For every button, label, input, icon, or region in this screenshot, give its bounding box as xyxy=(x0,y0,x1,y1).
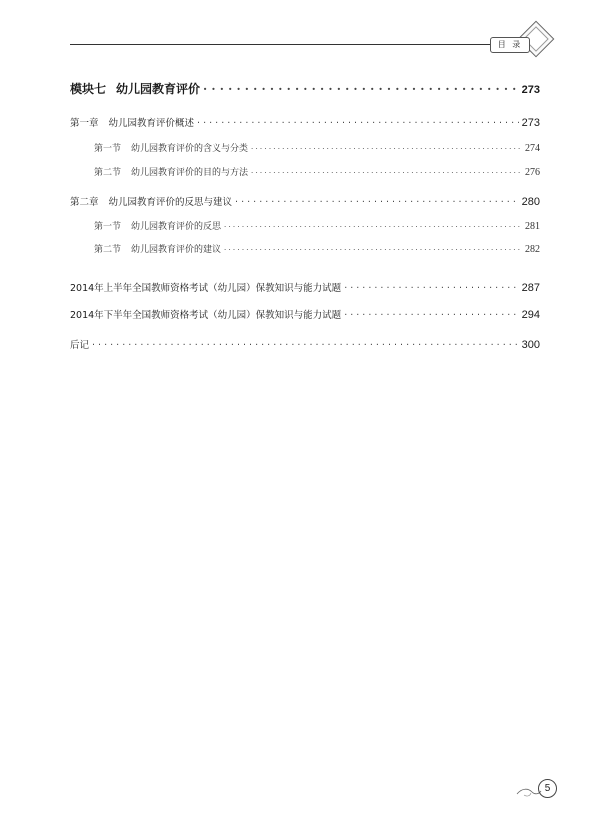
section-name: 幼儿园教育评价的建议 xyxy=(131,245,222,255)
page-ref: 274 xyxy=(525,143,540,154)
toc-chapter-1[interactable] xyxy=(70,115,540,129)
toc-exam-2014-second-half[interactable] xyxy=(70,307,540,321)
chapter-name: 幼儿园教育评价概述 xyxy=(108,118,195,129)
dot-leader xyxy=(251,145,522,153)
dot-leader xyxy=(235,197,519,208)
chapter-number: 第二章 xyxy=(70,197,99,208)
section-name: 幼儿园教育评价的含义与分类 xyxy=(131,144,249,154)
section-name: 幼儿园教育评价的反思 xyxy=(131,222,222,232)
section-number: 第一节 xyxy=(94,144,122,154)
page-ref: 273 xyxy=(521,84,540,96)
header-tab: 目 录 xyxy=(490,37,530,53)
module-number: 模块七 xyxy=(70,82,107,96)
afterword-title: 后记 xyxy=(70,340,90,351)
section-title xyxy=(94,141,248,154)
toc-afterword[interactable] xyxy=(70,337,540,351)
chapter-name: 幼儿园教育评价的反思与建议 xyxy=(108,197,233,208)
dot-leader xyxy=(197,118,519,129)
exam-title: 2014年上半年全国教师资格考试（幼儿园）保教知识与能力试题 xyxy=(70,283,342,294)
toc-section-2-2[interactable] xyxy=(94,242,540,255)
dot-leader xyxy=(251,169,522,177)
toc-module-7[interactable] xyxy=(70,80,540,97)
chapter-title xyxy=(70,194,232,208)
toc-section-1-1[interactable] xyxy=(94,141,540,154)
dot-leader xyxy=(344,310,518,321)
chapter-number: 第一章 xyxy=(70,118,99,129)
module-name: 幼儿园教育评价 xyxy=(116,82,201,96)
section-title xyxy=(94,219,221,232)
page-ref: 294 xyxy=(521,309,540,321)
dot-leader xyxy=(92,340,519,351)
page-ref: 287 xyxy=(521,282,540,294)
section-title xyxy=(94,165,248,178)
page-ref: 281 xyxy=(525,221,540,232)
chapter-title xyxy=(70,115,194,129)
page-ref: 273 xyxy=(521,117,540,129)
dot-leader xyxy=(344,283,518,294)
page-ref: 300 xyxy=(521,339,540,351)
section-number: 第一节 xyxy=(94,222,122,232)
page-ref: 282 xyxy=(525,244,540,255)
section-title xyxy=(94,242,221,255)
dot-leader xyxy=(203,82,519,96)
toc-section-2-1[interactable] xyxy=(94,219,540,232)
exam-title: 2014年下半年全国教师资格考试（幼儿园）保教知识与能力试题 xyxy=(70,310,342,321)
section-number: 第二节 xyxy=(94,168,122,178)
section-number: 第二节 xyxy=(94,245,122,255)
toc-section-1-2[interactable] xyxy=(94,165,540,178)
page-ref: 276 xyxy=(525,167,540,178)
dot-leader xyxy=(224,246,522,254)
dot-leader xyxy=(224,223,522,231)
page-ref: 280 xyxy=(521,196,540,208)
toc-exam-2014-first-half[interactable] xyxy=(70,280,540,294)
module-title xyxy=(70,80,200,97)
page-number: 5 xyxy=(538,779,557,798)
header-rule xyxy=(70,44,492,45)
toc-chapter-2[interactable] xyxy=(70,194,540,208)
section-name: 幼儿园教育评价的目的与方法 xyxy=(131,168,249,178)
